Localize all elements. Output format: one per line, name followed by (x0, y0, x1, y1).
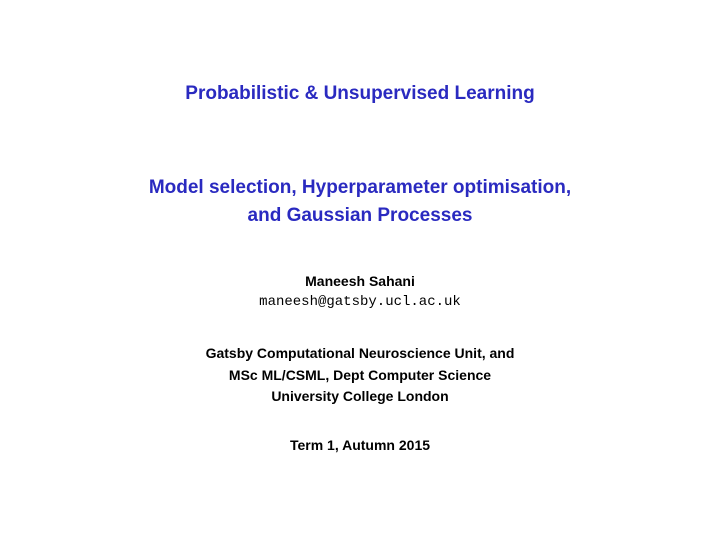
lecture-title-line-1: Model selection, Hyperparameter optimisation, (148, 177, 572, 198)
author-email: maneesh@gatsby.ucl.ac.uk (259, 294, 461, 310)
affiliation-line-2: MSc ML/CSML, Dept Computer Science (228, 367, 492, 383)
affiliation-line-3: University College London (271, 388, 449, 404)
affiliation-line-1: Gatsby Computational Neuroscience Unit, and (205, 345, 515, 361)
course-title: Probabilistic & Unsupervised Learning (185, 83, 535, 104)
lecture-title-line-2: and Gaussian Processes (247, 205, 473, 226)
author-name: Maneesh Sahani (305, 273, 415, 289)
term-date: Term 1, Autumn 2015 (289, 437, 431, 453)
